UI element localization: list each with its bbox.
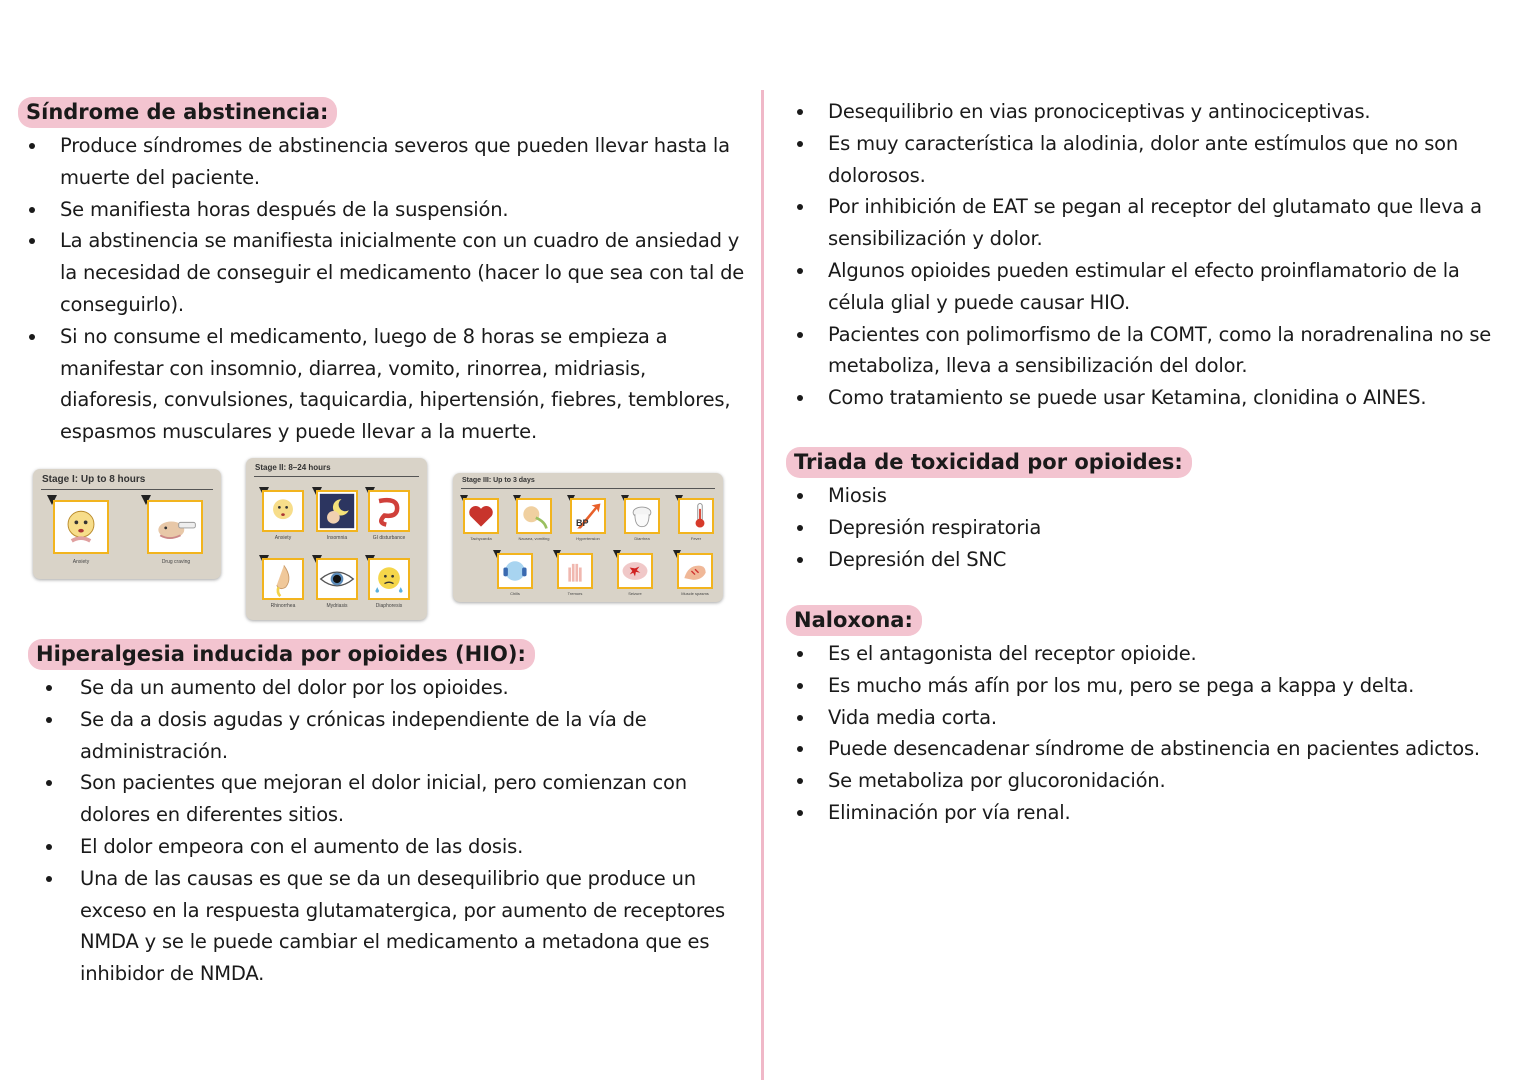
symptom-label: Mydriasis xyxy=(326,603,348,609)
list-item: Si no consume el medicamento, luego de 8 horas se empieza a manifestar con insomnio, diarrea, vomito, rinorrea, midriasis, diaforesis, convulsiones, taquicardia, hipertensión, fiebres, temblores, espasmos musculares y puede llevar a la muerte. xyxy=(18,321,748,448)
list-item: Es muy característica la alodinia, dolor ante estímulos que no son dolorosos. xyxy=(786,128,1511,192)
divider xyxy=(41,489,213,490)
divider xyxy=(461,488,715,489)
symptom-label: Anxiety xyxy=(274,535,292,541)
stage-title: Stage III: Up to 3 days xyxy=(462,477,535,484)
stage-3-panel xyxy=(453,473,723,602)
symptom-label: Muscle spasms xyxy=(681,591,709,596)
list-item: Una de las causas es que se da un desequilibrio que produce un exceso en la respuesta glutamatergica, por aumento de receptores NMDA y se le puede cambiar el medicamento a metadona que es inhibidor de NMDA. xyxy=(28,863,748,990)
rhinorrhea-icon xyxy=(262,558,304,600)
chills-icon xyxy=(497,553,533,589)
section-hio xyxy=(28,639,748,990)
list-item: Desequilibrio en vias pronociceptivas y antinociceptivas. xyxy=(786,96,1511,128)
symptom-label: Diarrhea xyxy=(634,536,650,541)
list-item: Puede desencadenar síndrome de abstinencia en pacientes adictos. xyxy=(786,733,1511,765)
drug-craving-icon xyxy=(147,500,203,554)
seizure-icon xyxy=(617,553,653,589)
bullet-list xyxy=(786,638,1511,829)
nausea-icon xyxy=(516,498,552,534)
list-item: Se manifiesta horas después de la suspensión. xyxy=(18,194,748,226)
divider xyxy=(254,476,419,477)
tachycardia-icon xyxy=(463,498,499,534)
symptom-label: Seizure xyxy=(628,591,642,596)
hypertension-icon xyxy=(570,498,606,534)
bullet-list xyxy=(18,130,748,448)
symptom-label: Nausea, vomiting xyxy=(518,536,550,541)
stage-1-panel xyxy=(33,469,221,579)
list-item: El dolor empeora con el aumento de las dosis. xyxy=(28,831,748,863)
list-item: Se da un aumento del dolor por los opioides. xyxy=(28,672,748,704)
bullet-list xyxy=(786,480,1511,575)
symptom-label: Rhinorrhea xyxy=(270,603,296,609)
symptom-label: Diaphoresis xyxy=(375,603,403,609)
diaphoresis-icon xyxy=(368,558,410,600)
fever-icon xyxy=(678,498,714,534)
symptom-label: Drug craving xyxy=(161,559,191,565)
list-item: La abstinencia se manifiesta inicialmente con un cuadro de ansiedad y la necesidad de conseguir el medicamento (hacer lo que sea con tal de conseguirlo). xyxy=(18,225,748,320)
list-item: Es mucho más afín por los mu, pero se pega a kappa y delta. xyxy=(786,670,1511,702)
symptom-label: Tachycardia xyxy=(470,536,492,541)
anxiety-icon xyxy=(53,500,109,554)
list-item: Es el antagonista del receptor opioide. xyxy=(786,638,1511,670)
list-item: Como tratamiento se puede usar Ketamina, clonidina o AINES. xyxy=(786,382,1511,414)
list-item: Depresión respiratoria xyxy=(786,512,1511,544)
stage-title: Stage II: 8–24 hours xyxy=(255,463,331,472)
list-item: Se metaboliza por glucoronidación. xyxy=(786,765,1511,797)
gi-disturbance-icon xyxy=(368,490,410,532)
list-item: Son pacientes que mejoran el dolor inicial, pero comienzan con dolores en diferentes sitios. xyxy=(28,767,748,831)
bullet-list xyxy=(786,96,1511,414)
list-item: Por inhibición de EAT se pegan al receptor del glutamato que lleva a sensibilización y dolor. xyxy=(786,191,1511,255)
symptom-label: Insomnia xyxy=(326,535,348,541)
list-item: Eliminación por vía renal. xyxy=(786,797,1511,829)
list-item: Produce síndromes de abstinencia severos que pueden llevar hasta la muerte del paciente. xyxy=(18,130,748,194)
mydriasis-icon xyxy=(316,558,358,600)
section-hio-continued xyxy=(786,96,1511,414)
insomnia-icon xyxy=(316,490,358,532)
list-item: Depresión del SNC xyxy=(786,544,1511,576)
section-triada xyxy=(786,447,1511,575)
symptom-label: Anxiety xyxy=(72,559,90,565)
stage-title: Stage I: Up to 8 hours xyxy=(42,474,146,485)
list-item: Algunos opioides pueden estimular el efecto proinflamatorio de la célula glial y puede causar HIO. xyxy=(786,255,1511,319)
symptom-label: GI disturbance xyxy=(372,535,406,541)
symptom-label: Hypertension xyxy=(576,536,600,541)
anxiety-icon xyxy=(262,490,304,532)
section-title: Hiperalgesia inducida por opioides (HIO): xyxy=(28,639,535,670)
tremors-icon xyxy=(557,553,593,589)
tile-text: BP xyxy=(576,518,589,528)
list-item: Se da a dosis agudas y crónicas independiente de la vía de administración. xyxy=(28,704,748,768)
section-naloxona xyxy=(786,605,1511,829)
section-title: Naloxona: xyxy=(786,605,922,636)
stage-2-panel xyxy=(246,458,427,620)
list-item: Pacientes con polimorfismo de la COMT, como la noradrenalina no se metaboliza, lleva a sensibilización del dolor. xyxy=(786,319,1511,383)
symptom-label: Fever xyxy=(690,536,702,541)
section-title: Triada de toxicidad por opioides: xyxy=(786,447,1192,478)
diarrhea-icon xyxy=(624,498,660,534)
section-title: Síndrome de abstinencia: xyxy=(18,97,337,128)
bullet-list xyxy=(28,672,748,990)
column-divider xyxy=(761,90,764,1080)
section-abstinencia xyxy=(18,97,748,448)
muscle-spasms-icon xyxy=(677,553,713,589)
list-item: Vida media corta. xyxy=(786,702,1511,734)
list-item: Miosis xyxy=(786,480,1511,512)
symptom-label: Chills xyxy=(510,591,520,596)
symptom-label: Tremors xyxy=(567,591,583,596)
